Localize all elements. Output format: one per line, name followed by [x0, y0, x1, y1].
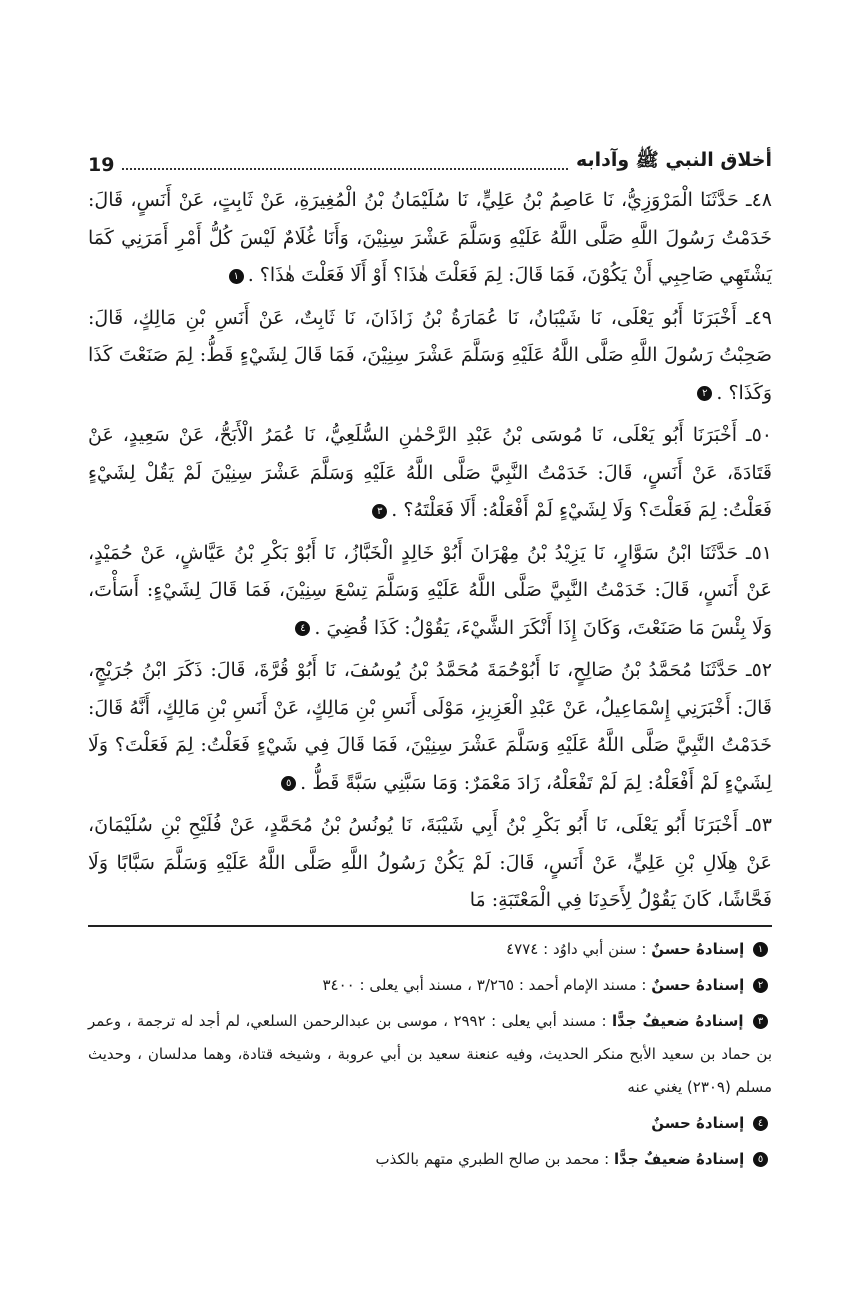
hadith-51	[88, 535, 772, 648]
hadith-52	[88, 652, 772, 802]
footnote-grading: إسنادهُ حسنٌ	[651, 939, 745, 958]
footnote-text: : مسند الإمام أحمد : ٣/٢٦٥ ، مسند أبي يعلى : ٣٤٠٠	[322, 975, 647, 994]
document-page	[88, 140, 772, 1260]
footnote-grading: إسنادهُ ضعيفٌ جدًّا	[614, 1149, 745, 1168]
hadith-50	[88, 417, 772, 530]
footnote-grading: إسنادهُ حسنٌ	[651, 1113, 745, 1132]
hadith-49	[88, 300, 772, 413]
footnote-text: : محمد بن صالح الطبري متهم بالكذب	[375, 1149, 610, 1168]
hadith-48	[88, 182, 772, 295]
footnote-marker: ٣	[753, 1014, 768, 1029]
footnote-text: : مسند أبي يعلى : ٢٩٩٢ ، موسى بن عبدالرحمن السلعي، لم أجد له ترجمة ، وعمر بن حماد بن سعيد الأبح منكر الحديث، وفيه عنعنة سعيد بن أبي عروبة ، وشيخه قتادة، وهما مدلسان ، وحديث مسلم (٢٣٠٩) يغني عنه	[88, 1011, 772, 1096]
footnote-1	[88, 933, 772, 966]
hadith-text: ٥٠ـ أَخْبَرَنَا أَبُو يَعْلَى، نَا مُوسَى بْنُ عَبْدِ الرَّحْمٰنِ السُّلَعِيُّ، نَا عُمَرُ الْأَبَحُّ، عَنْ سَعِيدٍ، عَنْ قَتَادَةَ، عَنْ أَنَسٍ، قَالَ: خَدَمْتُ النَّبِيَّ صَلَّى اللَّهُ عَلَيْهِ وَسَلَّمَ عَشْرَ سِنِيْنَ لَمْ يَقُلْ لِشَيْءٍ فَعَلْتُ: لِمَ فَعَلْتَ؟ وَلَا لِشَيْءٍ لَمْ أَفْعَلْهُ: أَلَا فَعَلْتَهُ؟ .	[88, 424, 772, 521]
footnote-marker: ١	[753, 942, 768, 957]
hadith-text: ٥٢ـ حَدَّثَنَا مُحَمَّدُ بْنُ صَالِحٍ، نَا أَبُوْحُمَةَ مُحَمَّدُ بْنُ يُوسُفَ، نَا أَبُوْ قُرَّةَ، قَالَ: ذَكَرَ ابْنُ جُرَيْجٍ، قَالَ: أَخْبَرَنِي إِسْمَاعِيلُ، عَنْ عَبْدِ الْعَزِيزِ، مَوْلَى أَنَسِ بْنِ مَالِكٍ، عَنْ أَنَسِ بْنِ مَالِكٍ، أَنَّهُ قَالَ: خَدَمْتُ النَّبِيَّ صَلَّى اللَّهُ عَلَيْهِ وَسَلَّمَ عَشْرَ سِنِيْنَ، فَمَا قَالَ فِي شَيْءٍ فَعَلْتُ: لِمَ فَعَلْتَ؟ وَلَا لِشَيْءٍ لَمْ أَفْعَلْهُ: لِمَ لَمْ تَفْعَلْهُ، زَادَ مَعْمَرٌ: وَمَا سَبَّنِي سَبَّةً قَطُّ .	[88, 659, 772, 794]
hadith-53	[88, 807, 772, 920]
footnote-text: : سنن أبي داوُد : ٤٧٧٤	[506, 939, 647, 958]
hadith-body	[88, 182, 772, 920]
footnote-ref-marker: ٥	[281, 776, 296, 791]
footnote-ref-marker: ١	[229, 269, 244, 284]
book-title: أخلاق النبي ﷺ وآدابه	[575, 149, 772, 171]
footnotes-section	[88, 933, 772, 1176]
header-leader-dots	[122, 168, 568, 170]
footnote-grading: إسنادهُ حسنٌ	[651, 975, 745, 994]
footnote-marker: ٢	[753, 978, 768, 993]
footnote-4	[88, 1107, 772, 1140]
footnote-2	[88, 969, 772, 1002]
hadith-text: ٤٩ـ أَخْبَرَنَا أَبُو يَعْلَى، نَا شَيْبَانُ، نَا عُمَارَةُ بْنُ زَاذَانَ، نَا ثَابِتٌ، عَنْ أَنَسِ بْنِ مَالِكٍ، قَالَ: صَحِبْتُ رَسُولَ اللَّهِ صَلَّى اللَّهُ عَلَيْهِ وَسَلَّمَ عَشْرَ سِنِيْنَ، فَمَا قَالَ لِشَيْءٍ قَطُّ: لِمَ صَنَعْتَ كَذَا وَكَذَا؟ .	[88, 306, 772, 404]
hadith-text: ٥٣ـ أَخْبَرَنَا أَبُو يَعْلَى، نَا أَبُو بَكْرِ بْنُ أَبِي شَيْبَةَ، نَا يُونُسُ بْنُ مُحَمَّدٍ، عَنْ فُلَيْحِ بْنِ سُلَيْمَانَ، عَنْ هِلَالِ بْنِ عَلِيٍّ، عَنْ أَنَسٍ، قَالَ: لَمْ يَكُنْ رَسُولُ اللَّهِ صَلَّى اللَّهُ عَلَيْهِ وَسَلَّمَ سَبَّابًا وَلَا فَحَّاشًا، كَانَ يَقُوْلُ لِأَحَدِنَا فِي الْمَعْتَبَةِ: مَا	[88, 814, 772, 911]
footnote-ref-marker: ٤	[295, 621, 310, 636]
footnote-5	[88, 1143, 772, 1176]
footnote-marker: ٤	[753, 1116, 768, 1131]
hadith-text: ٥١ـ حَدَّثَنَا ابْنُ سَوَّارٍ، نَا يَزِيْدُ بْنُ مِهْرَانَ أَبُوْ خَالِدٍ الْخَبَّازُ، نَا أَبُوْ بَكْرِ بْنُ عَيَّاشٍ، عَنْ حُمَيْدٍ، عَنْ أَنَسٍ، قَالَ: خَدَمْتُ النَّبِيَّ صَلَّى اللَّهُ عَلَيْهِ وَسَلَّمَ تِسْعَ سِنِيْنَ، فَمَا قَالَ لِشَيْءٍ: أَسَأْتَ، وَلَا بِئْسَ مَا صَنَعْتَ، وَكَانَ إِذَا أَنْكَرَ الشَّيْءَ، يَقُوْلُ: كَذَا قُضِيَ .	[88, 541, 772, 639]
footnote-divider	[88, 925, 772, 927]
footnote-grading: إسنادهُ ضعيفٌ جدًّا	[611, 1011, 744, 1030]
page-number: 19	[88, 154, 115, 176]
footnote-ref-marker: ٣	[372, 504, 387, 519]
hadith-text: ٤٨ـ حَدَّثَنَا الْمَرْوَزِيُّ، نَا عَاصِمُ بْنُ عَلِيٍّ، نَا سُلَيْمَانُ بْنُ الْمُغِيرَةِ، عَنْ ثَابِتٍ، عَنْ أَنَسٍ، قَالَ: خَدَمْتُ رَسُولَ اللَّهِ صَلَّى اللَّهُ عَلَيْهِ وَسَلَّمَ عَشْرَ سِنِيْنَ، وَأَنَا غُلَامٌ لَيْسَ كُلُّ أَمْرِ أَمَرَنِي كَمَا يَشْتَهِي صَاحِبِي أَنْ يَكُوْنَ، فَمَا قَالَ: لِمَ فَعَلْتَ هٰذَا؟ أَوْ أَلَا فَعَلْتَ هٰذَا؟ .	[88, 189, 773, 286]
footnote-ref-marker: ٢	[697, 386, 712, 401]
footnote-3	[88, 1005, 772, 1104]
footnote-marker: ٥	[753, 1152, 768, 1167]
page-header	[88, 140, 772, 176]
